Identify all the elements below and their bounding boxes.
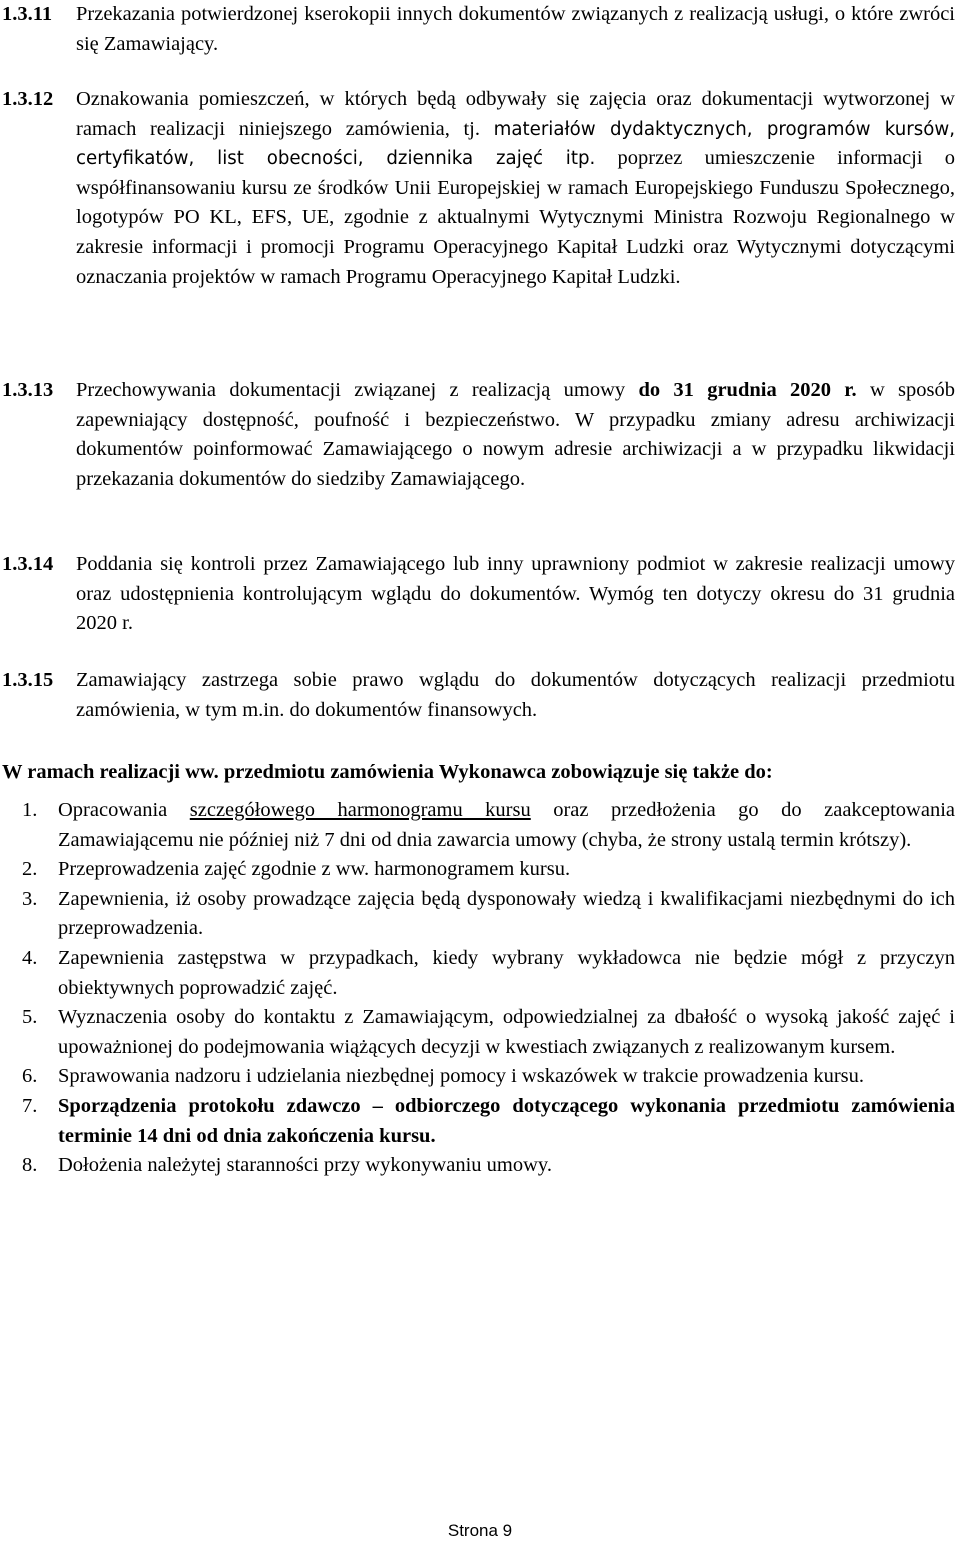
list-item-text: Zapewnienia zastępstwa w przypadkach, kiedy wybrany wykładowca nie będzie mógł z przyczyn obiektywnych poprowadzić zajęć. <box>58 946 955 999</box>
list-item-number: 8. <box>22 1154 38 1177</box>
obligations-list <box>0 796 955 1181</box>
section-number: 1.3.13 <box>2 379 54 401</box>
section-text: Przekazania potwierdzonej kserokopii innych dokumentów związanych z realizacją usługi, o które zwróci się Zamawiający. <box>76 3 955 55</box>
list-item-text: Sprawowania nadzoru i udzielania niezbędnej pomocy i wskazówek w trakcie prowadzenia kursu. <box>58 1065 865 1088</box>
list-item-text: Dołożenia należytej staranności przy wykonywaniu umowy. <box>58 1154 552 1177</box>
list-item <box>0 944 955 1003</box>
list-item-number: 7. <box>22 1094 38 1117</box>
obligations-heading: W ramach realizacji ww. przedmiotu zamówienia Wykonawca zobowiązuje się także do: <box>2 761 773 783</box>
list-item-number: 1. <box>22 799 38 821</box>
list-item-text: Opracowania szczegółowego harmonogramu kursu oraz przedłożenia go do zaakceptowania Zamawiającemu nie później niż 7 dni od dnia zawarcia umowy (chyba, że strony ustalą termin krótszy). <box>58 799 956 851</box>
list-item-number: 2. <box>22 858 38 881</box>
list-item <box>0 1151 955 1181</box>
list-item-number: 6. <box>22 1065 38 1088</box>
list-item-text: Wyznaczenia osoby do kontaktu z Zamawiającym, odpowiedzialnej za dbałość o wysoką jakość zajęć i upoważnionej do podejmowania wiążących decyzji w kwestiach związanych z realizowanym kursem. <box>58 1006 955 1058</box>
section-number: 1.3.12 <box>2 88 54 110</box>
list-item <box>0 885 955 944</box>
section-1-3-13 <box>0 376 955 494</box>
list-item-number: 4. <box>22 946 38 969</box>
list-item <box>0 1003 955 1062</box>
list-item <box>0 1092 955 1151</box>
section-number: 1.3.14 <box>2 553 54 575</box>
list-item-number: 5. <box>22 1006 38 1029</box>
list-item <box>0 1062 955 1092</box>
section-1-3-12 <box>0 85 955 292</box>
page-number: Strona 9 <box>447 1521 513 1540</box>
list-item <box>0 796 955 855</box>
section-text: Zamawiający zastrzega sobie prawo wglądu do dokumentów dotyczących realizacji przedmiotu zamówienia, w tym m.in. do dokumentów finansowych. <box>76 669 955 721</box>
section-1-3-14 <box>0 550 955 639</box>
list-item-text: Przeprowadzenia zajęć zgodnie z ww. harmonogramem kursu. <box>58 858 571 881</box>
list-item-number: 3. <box>22 887 38 910</box>
section-number: 1.3.15 <box>2 669 54 691</box>
section-number: 1.3.11 <box>2 3 53 25</box>
list-item-text: Zapewnienia, iż osoby prowadzące zajęcia będą dysponowały wiedzą i kwalifikacjami niezbędnymi do ich przeprowadzenia. <box>58 887 955 940</box>
section-text-sans: materiałów dydaktycznych, programów kursów, certyfikatów, list obecności, dziennika zajęć itp. <box>76 118 955 170</box>
section-1-3-15 <box>0 666 955 725</box>
section-text: Poddania się kontroli przez Zamawiającego lub inny uprawniony podmiot w zakresie realizacji umowy oraz udostępnienia kontrolującym wglądu do dokumentów. Wymóg ten dotyczy okresu do 31 grudnia 2020 r. <box>76 553 955 635</box>
list-item <box>0 855 955 885</box>
section-text: Oznakowania pomieszczeń, w których będą odbywały się zajęcia oraz dokumentacji wytworzonej w ramach realizacji niniejszego zamówienia, tj. materiałów dydaktycznych, programów kursów, certyfikatów, list obecności, dziennika zajęć itp. poprzez umieszczenie informacji o współfinansowaniu kursu ze środków Unii Europejskiej w ramach Europejskiego Funduszu Społecznego, logotypów PO KL, EFS, UE, zgodnie z aktualnymi Wytycznymi Ministra Rozwoju Regionalnego w zakresie informacji i promocji Programu Operacyjnego Kapitał Ludzki oraz Wytycznymi dotyczącymi oznaczania projektów w ramach Programu Operacyjnego Kapitał Ludzki. <box>76 88 955 288</box>
section-text: Przechowywania dokumentacji związanej z realizacją umowy do 31 grudnia 2020 r. w sposób zapewniający dostępność, poufność i bezpieczeństwo. W przypadku zmiany adresu archiwizacji dokumentów poinformować Zamawiającego o nowym adresie archiwizacji a w przypadku likwidacji przekazania dokumentów do siedziby Zamawiającego. <box>76 379 955 490</box>
deadline-bold: do 31 grudnia 2020 r. <box>638 379 857 401</box>
underlined-text: szczegółowego harmonogramu kursu <box>189 799 531 821</box>
list-item-text: Sporządzenia protokołu zdawczo – odbiorczego dotyczącego wykonania przedmiotu zamówienia terminie 14 dni od dnia zakończenia kursu. <box>58 1094 955 1147</box>
section-1-3-11 <box>0 0 955 59</box>
